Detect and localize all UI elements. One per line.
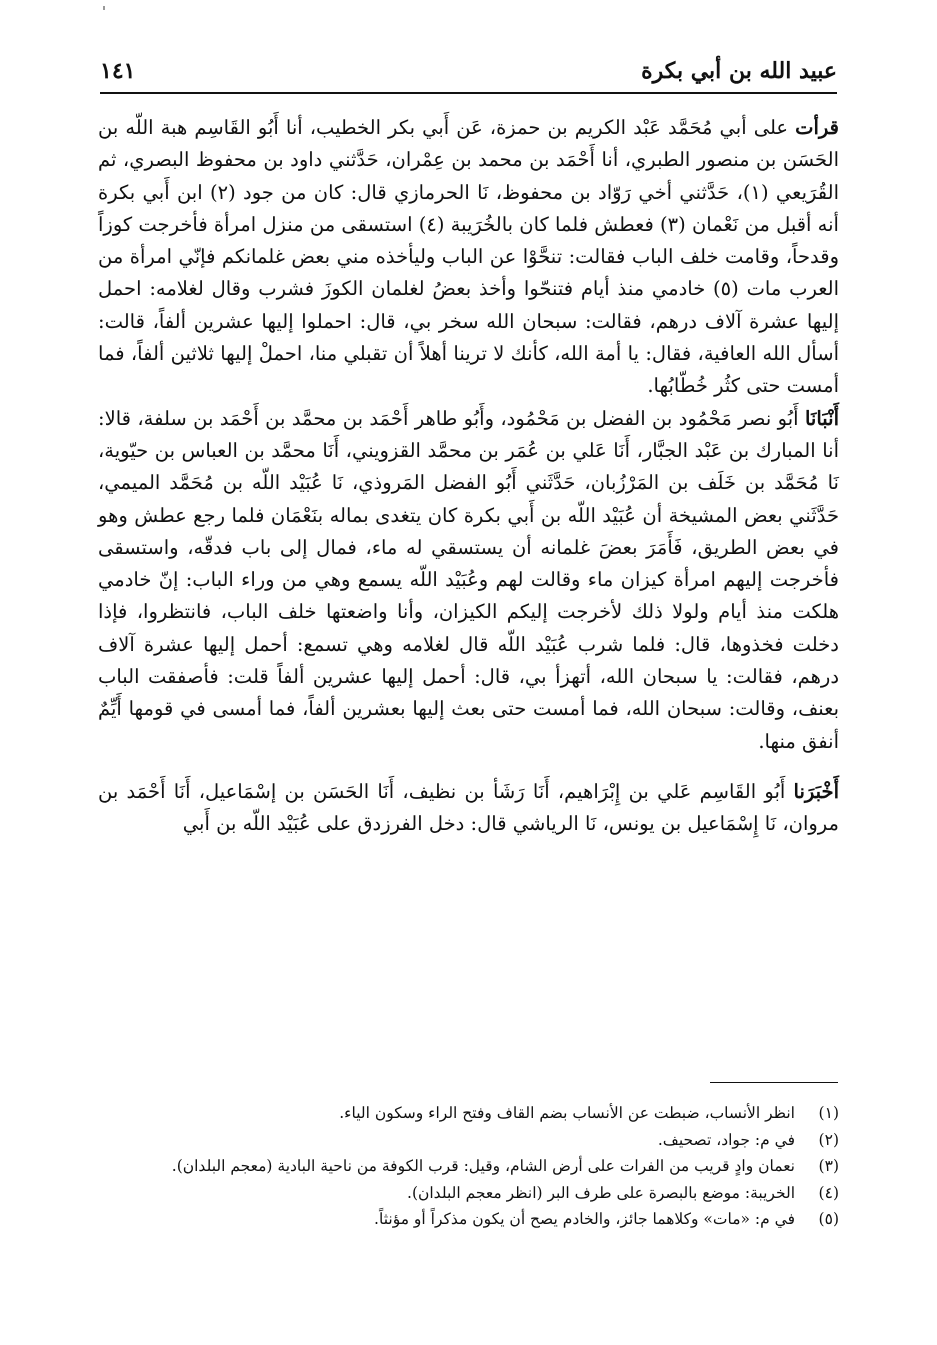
- footnote-4: [120, 1180, 839, 1207]
- footnote-text: انظر الأنساب، ضبطت عن الأنساب بضم القاف وفتح الراء وسكون الياء.: [339, 1104, 795, 1122]
- running-title: عبيد الله بن أبي بكرة: [641, 58, 837, 84]
- footnote-number: (٣): [818, 1157, 839, 1175]
- paragraph-text: أَبُو القَاسِم عَلي بن إِبْرَاهيم، أَنَا رَشَأ بن نظيف، أَنَا الحَسَن بن إسْمَاعيل، أَنَا أَحْمَد بن مروان، نَا إِسْمَاعيل بن يونس، نَا الرياشي قال: دخل الفرزدق على عُبَيْد اللّه بن أَبي: [98, 779, 839, 836]
- paragraph-1: [98, 112, 839, 403]
- footnote-3: [120, 1153, 839, 1180]
- footnote-text: نعمان وادٍ قريب من الفرات على أرض الشام، وقيل: قرب الكوفة من ناحية البادية (معجم البلدان).: [171, 1157, 795, 1175]
- paragraph-lead: قرأت: [795, 116, 839, 139]
- footnote-2: [120, 1127, 839, 1154]
- footnote-1: [120, 1100, 839, 1127]
- footnote-number: (١): [818, 1104, 839, 1122]
- paragraph-lead: أَخْبَرَنا: [793, 779, 839, 803]
- page-number: ١٤١: [100, 58, 136, 84]
- page-header: [100, 52, 837, 94]
- footnotes: [120, 1100, 839, 1233]
- margin-mark: [103, 6, 105, 10]
- footnote-text: في م: جواد، تصحيف.: [657, 1130, 795, 1149]
- footnote-5: [120, 1206, 839, 1233]
- paragraph-3: [98, 776, 839, 841]
- paragraph-text: على أبي مُحَمَّد عَبْد الكريم بن حمزة، عَن أَبي بكر الخطيب، أنا أَبُو القَاسِم هبة اللّه بن الحَسَن بن منصور الطبري، أنا أَحْمَد بن محمد بن عِمْران، حَدَّثني داود بن محفوظ البصري، ثم القُرَيعي (١)، حَدَّثني أخي رَوّاد بن محفوظ، نَا الحرمازي قال: كان من جود (٢) ابن أَبي بكرة أنه أقبل من نَعْمان (٣) فعطش فلما كان بالخُرَيبة (٤) استسقى من منزل امرأة فأخرجت كوزاً وقدحاً، وقامت خلف الباب فقالت: تنحَّوْا عن الباب وليأخذه مني بعض غلمانكم فإنّي امرأة من العرب مات (٥) خادمي منذ أيام فتنحّوا وأخذ بعضُ لغلمان الكوزَ فشرب وقال لغلامه: احمل إليها عشرة آلاف درهم، فقالت: سبحان الله سخر بي، قال: احملوا إليها عشرين ألفاً، قالت: أسأل الله العافية، فقال: يا أمة الله، كأنك لا ترينا أهلاً أن تقبلي منا، احملْ إليها ثلاثين ألفاً، فما أمست حتى كثُر خُطّابُها.: [98, 116, 839, 398]
- footnote-text: في م: «مات» وكلاهما جائز، والخادم يصح أن يكون مذكراً أو مؤنثاً.: [374, 1210, 795, 1228]
- paragraph-2: [98, 403, 839, 758]
- paragraph-lead: أَنْبَانَا: [804, 406, 839, 430]
- paragraph-text: أَبُو نصر مَحْمُود بن الفضل بن مَحْمُود، وأَبُو طاهر أَحْمَد بن محمَّد بن أَحْمَد بن سلفة، قالا: أنا المبارك بن عَبْد الجبَّار، أَنَا عَلي بن عُمَر بن محمَّد القزويني، أَنَا محمَّد بن العباس بن حيّوية، نَا مُحَمَّد بن خَلَف بن المَرْزُبان، حَدَّثَني أَبُو الفضل المَروذي، نَا عُبَيْد اللّه بن مُحَمَّد الميمي، حَدَّثَني بعض المشيخة أن عُبَيْد اللّه بن أَبي بكرة كان يتغدى بماله بنَعْمَان فلما رجع عطش وهو في بعض الطريق، فَأَمَرَ بعضَ غلمانه أن يستسقي له ماء، فمال إلى باب فدقّه، واستسقى فأخرجت إليهم امرأة كيزان ماء وقالت لهم وعُبَيْد اللّه يسمع وهي من وراء الباب: إنّ خادمي هلكت منذ أيام ولولا ذلك لأخرجت إليكم الكيزان، وأنا واضعتها خلف الباب، فانتظروا، فإذا دخلت فخذوها، قال: فلما شرب عُبَيْد اللّه قال لغلامه وهي تسمع: أحمل إليها عشرة آلاف درهم، فقالت: يا سبحان الله، أتهزأ بي، قال: أحمل إليها عشرين ألفاً قلت: فأصفقت الباب بعنف، وقالت: سبحان الله، فما أمست حتى بعث إليها بعشرين ألفاً، فما أمسى في قومها أَيِّمٌ أنفق منها.: [98, 406, 839, 753]
- footnote-number: (٢): [818, 1130, 839, 1149]
- footnote-number: (٤): [818, 1183, 839, 1202]
- body-text: [98, 112, 839, 841]
- footnote-text: الخريبة: موضع بالبصرة على طرف البر (انظر معجم البلدان).: [407, 1183, 795, 1202]
- footnote-separator: [710, 1082, 838, 1083]
- footnote-number: (٥): [818, 1210, 839, 1228]
